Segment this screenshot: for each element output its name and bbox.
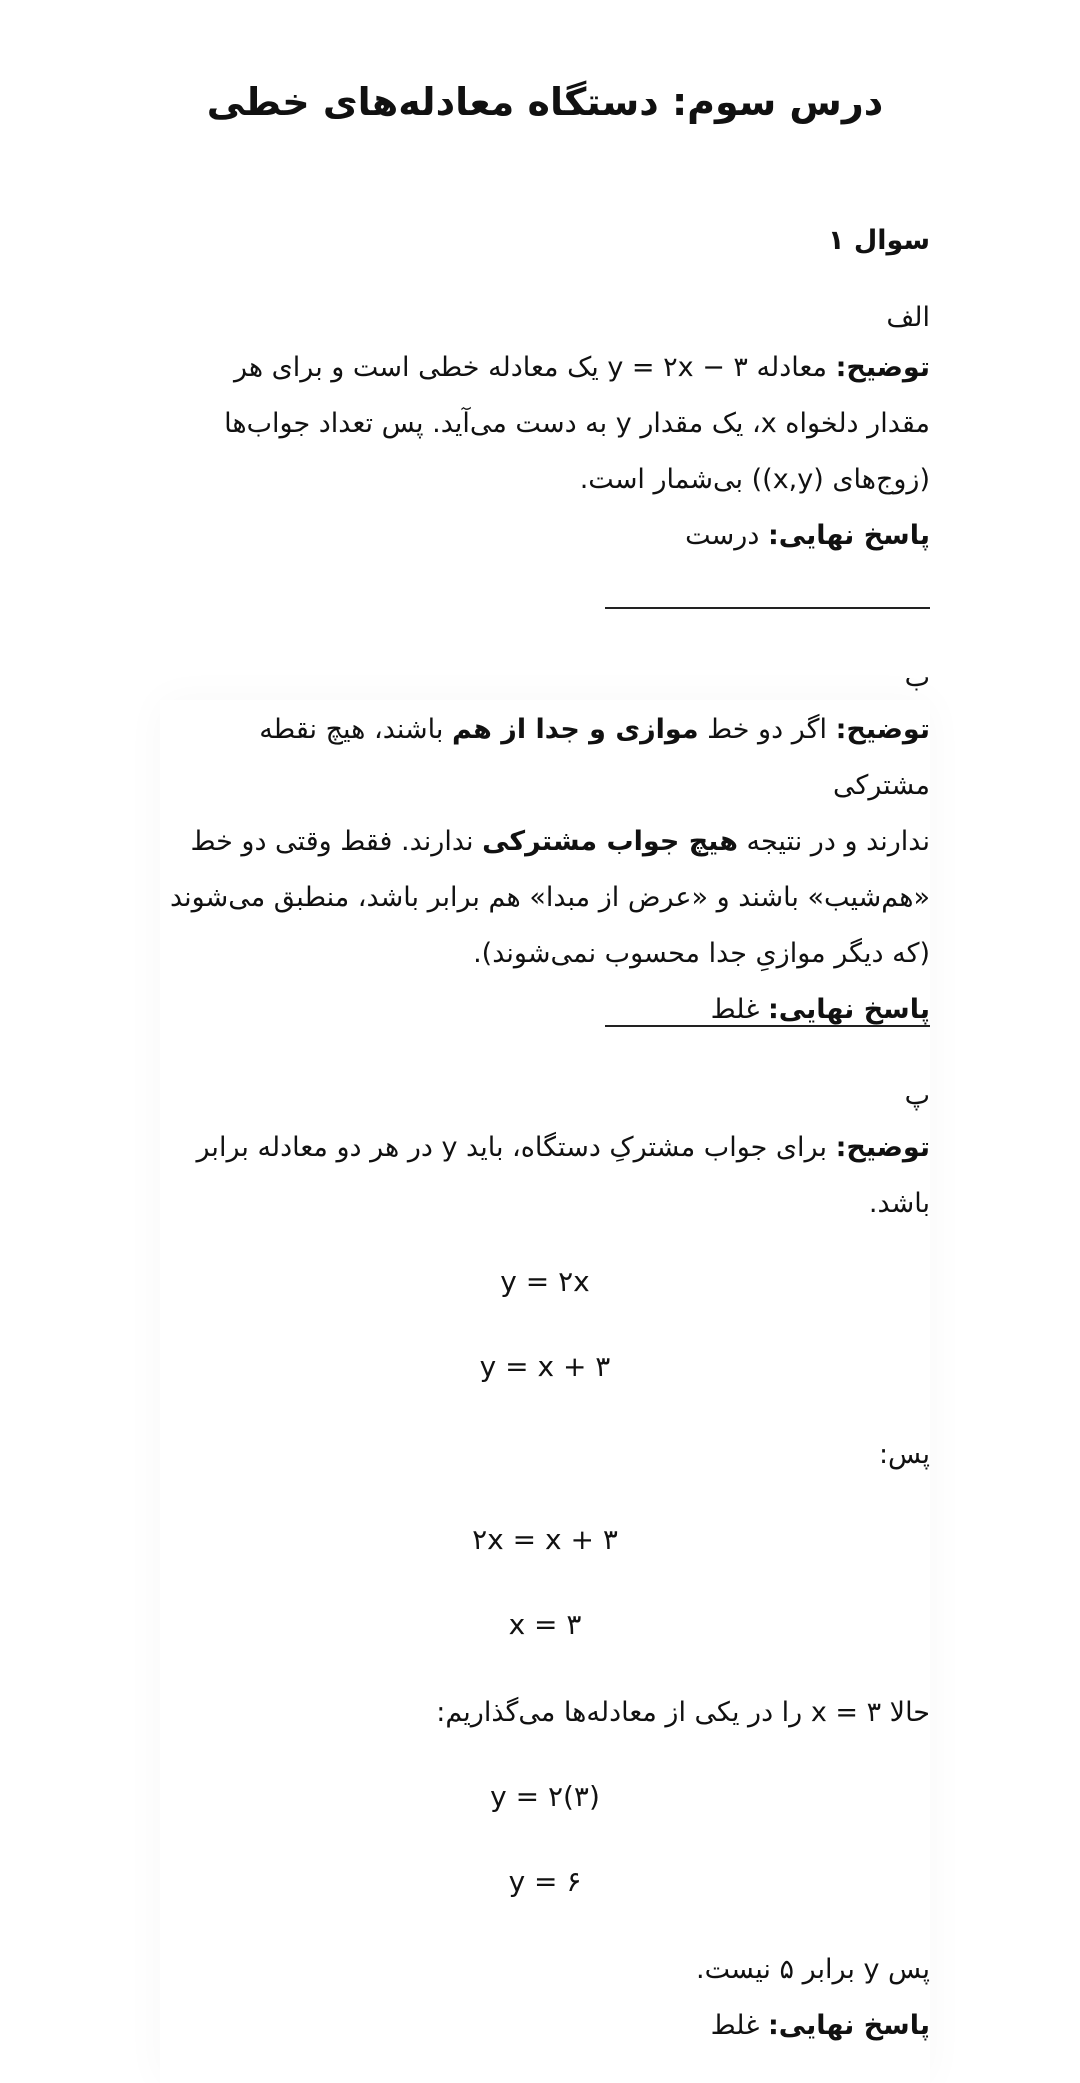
divider [605, 1025, 930, 1027]
final-answer-label: پاسخ نهایی: [767, 2010, 930, 2041]
part-a-answer: درست [685, 520, 760, 551]
part-b-line-2-b: ندارند. فقط وقتی دو خط [190, 826, 474, 857]
part-c-answer: غلط [710, 2010, 760, 2041]
equation-5: y = ۲(۳) [490, 1780, 600, 1813]
part-b-line-4: (که دیگر موازیِ جدا محسوب نمی‌شوند). [473, 938, 930, 969]
part-c-line-1-text: برای جواب مشترکِ دستگاه، باید y در هر دو معادله برابر [196, 1132, 827, 1163]
final-answer-label: پاسخ نهایی: [767, 520, 930, 551]
explanation-label: توضیح: [835, 352, 930, 383]
part-b-line-1 [160, 702, 930, 814]
part-b-line-1-a: اگر دو خط [707, 714, 827, 745]
part-b-answer: غلط [710, 994, 760, 1025]
part-a-line-1 [160, 340, 930, 396]
equation-1: y = ۲x [500, 1265, 590, 1298]
part-b-line-2-bold: هیچ جواب مشترکی [482, 826, 738, 857]
part-c-label: پ [904, 1080, 930, 1111]
part-c-conclusion-block [160, 1942, 930, 2054]
part-c-then: پس: [878, 1439, 930, 1470]
part-c-line-2: باشد. [868, 1188, 930, 1219]
part-b-label: ب [904, 662, 930, 693]
part-b-line-2 [160, 814, 930, 870]
explanation-label: توضیح: [835, 714, 930, 745]
part-c-final-answer [160, 1998, 930, 2054]
page-title: درس سوم: دستگاه معادله‌های خطی [206, 80, 884, 124]
part-b-final-answer [160, 982, 930, 1038]
part-a-line-1-prefix: معادله [756, 352, 827, 383]
part-a-label: الف [886, 302, 930, 333]
part-a-explanation [160, 340, 930, 564]
question-heading: سوال ۱ [827, 225, 930, 256]
equation-6: y = ۶ [508, 1865, 582, 1898]
part-c-explanation [160, 1120, 930, 1232]
equation-3: ۲x = x + ۳ [472, 1523, 618, 1556]
part-a-line-3: (زوج‌های (x,y)) بی‌شمار است. [579, 464, 930, 495]
part-b-line-3: «هم‌شیب» باشند و «عرض از مبدا» هم برابر باشد، منطبق می‌شوند [169, 882, 930, 913]
part-a-equation: y = ۲x − ۳ [607, 352, 748, 383]
equation-2: y = x + ۳ [479, 1350, 611, 1383]
part-c-line-1 [160, 1120, 930, 1176]
equation-4: x = ۳ [508, 1608, 582, 1641]
part-a-line-2: مقدار دلخواه x، یک مقدار y به دست می‌آید. پس تعداد جواب‌ها [224, 408, 930, 439]
part-b-line-1-b: باشند، هیچ نقطه مشترکی [259, 714, 930, 801]
divider [605, 607, 930, 609]
part-c-substitution: حالا x = ۳ را در یکی از معادله‌ها می‌گذاریم: [436, 1697, 930, 1728]
part-a-line-1-suffix: یک معادله خطی است و برای هر [233, 352, 599, 383]
part-b-line-1-bold: موازی و جدا از هم [451, 714, 699, 745]
part-a-final-answer [160, 508, 930, 564]
explanation-label: توضیح: [835, 1132, 930, 1163]
final-answer-label: پاسخ نهایی: [767, 994, 930, 1025]
part-c-conclusion: پس y برابر ۵ نیست. [696, 1954, 930, 1985]
part-b-explanation [160, 702, 930, 1038]
part-b-line-2-a: ندارند و در نتیجه [746, 826, 930, 857]
